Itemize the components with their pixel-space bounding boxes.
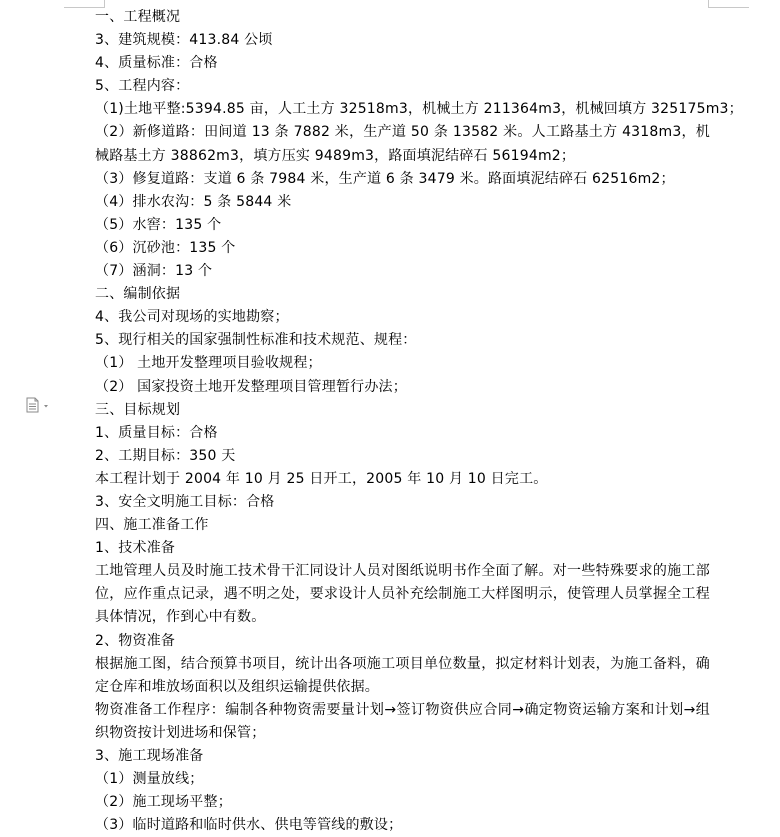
text-line: 2、工期目标：350 天 <box>95 447 236 464</box>
section-heading-project-overview: 一、工程概况 <box>95 9 181 25</box>
text-line: 5、工程内容： <box>95 78 190 95</box>
text-paragraph: 物资准备工作程序：编制各种物资需要量计划→签订物资供应合同→确定物资运输方案和计划→组织物资按计划进场和保管； <box>95 701 710 741</box>
text-line: （4）排水农沟：5 条 5844 米 <box>95 193 292 210</box>
text-line: （1） 土地开发整理项目验收规程； <box>95 355 322 372</box>
section-heading-compilation-basis: 二、编制依据 <box>95 286 181 303</box>
text-line: 3、建筑规模：413.84 公顷 <box>95 32 273 49</box>
text-line: 本工程计划于 2004 年 10 月 25 日开工，2005 年 10 月 10 日完工。 <box>95 470 548 487</box>
page-corner-mark-right <box>708 0 749 8</box>
text-line: 1、技术准备 <box>95 540 176 557</box>
text-line: （3）临时道路和临时供水、供电等管线的敷设； <box>95 817 403 834</box>
text-line: （2）施工现场平整； <box>95 794 232 811</box>
section-heading-target-planning: 三、目标规划 <box>95 401 181 418</box>
document-body <box>95 6 743 837</box>
text-line: 1、质量目标：合格 <box>95 424 218 441</box>
text-paragraph: （2）新修道路：田间道 13 条 7882 米，生产道 50 条 13582 米。人工路基土方 4318m3，机械路基土方 38862m3，填方压实 9489m3，路面填泥结碎石 56194m2； <box>95 124 710 164</box>
text-line: 3、施工现场准备 <box>95 748 204 764</box>
text-line: 4、质量标准：合格 <box>95 55 218 72</box>
text-line: （5）水窖：135 个 <box>95 216 222 233</box>
text-line: （1）测量放线； <box>95 771 204 788</box>
text-line: 3、安全文明施工目标：合格 <box>95 493 275 510</box>
text-line: （6）沉砂池：135 个 <box>95 239 236 256</box>
text-line: （7）涵洞：13 个 <box>95 263 213 280</box>
text-line: （3）修复道路：支道 6 条 7984 米，生产道 6 条 3479 米。路面填泥结碎石 62516m2； <box>95 170 675 187</box>
text-paragraph: 根据施工图，结合预算书项目，统计出各项施工项目单位数量，拟定材料计划表，为施工备料，确定仓库和堆放场面积以及组织运输提供依据。 <box>95 655 710 695</box>
text-line: 5、现行相关的国家强制性标准和技术规范、规程： <box>95 332 417 349</box>
text-line: 2、物资准备 <box>95 632 176 649</box>
document-icon[interactable] <box>25 397 53 413</box>
text-line: （2） 国家投资土地开发整理项目管理暂行办法； <box>95 378 407 395</box>
section-heading-construction-preparation: 四、施工准备工作 <box>95 517 209 534</box>
text-line: （1)土地平整:5394.85 亩，人工土方 32518m3，机械土方 211364m3，机械回填方 325175m3； <box>95 101 743 118</box>
text-line: 4、我公司对现场的实地勘察； <box>95 309 289 326</box>
text-paragraph: 工地管理人员及时施工技术骨干汇同设计人员对图纸说明书作全面了解。对一些特殊要求的施工部位，应作重点记录，遇不明之处，要求设计人员补充绘制施工大样图明示，使管理人员掌握全工程具体情况，作到心中有数。 <box>95 563 710 626</box>
